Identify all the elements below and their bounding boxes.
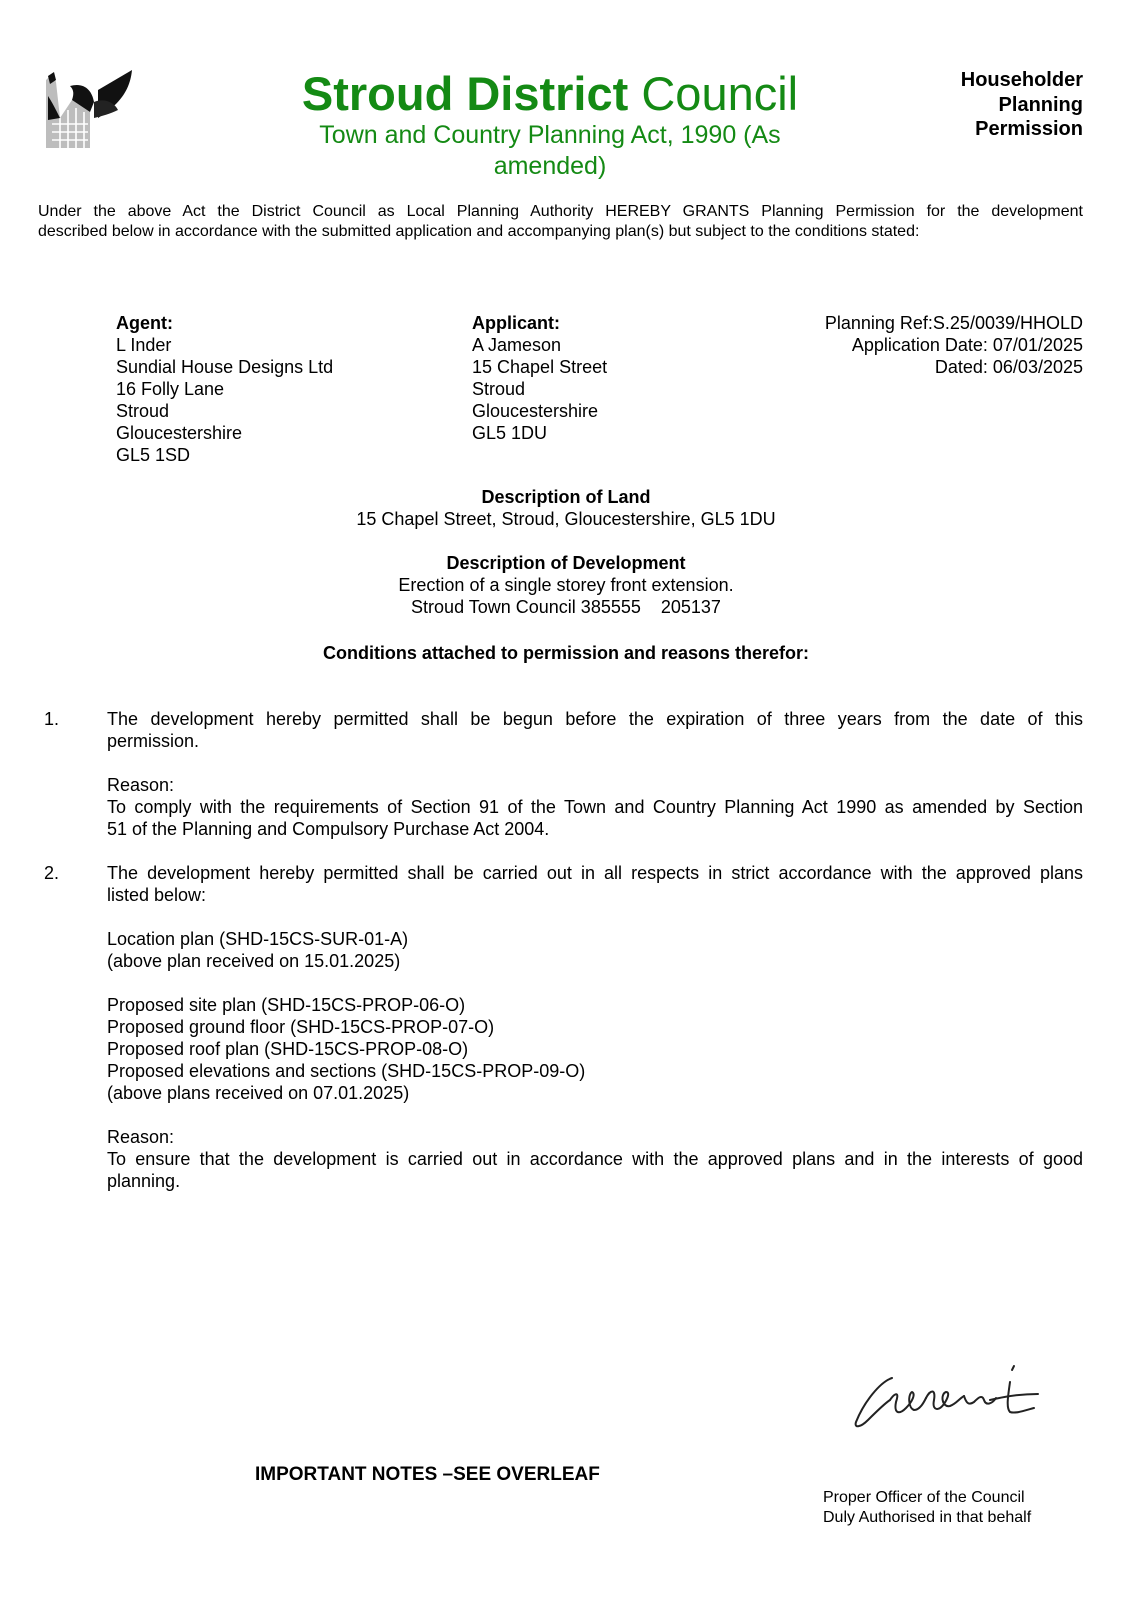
council-logo (44, 68, 136, 158)
applicant-line: 15 Chapel Street (472, 357, 608, 377)
officer-title: Proper Officer of the Council (823, 1489, 1025, 1506)
planning-ref: Planning Ref:S.25/0039/HHOLD (824, 313, 1083, 333)
condition-number: 1. (44, 709, 60, 729)
condition-text: The development hereby permitted shall be begun before the expiration of three years from the date of this permission. (107, 709, 1083, 751)
conditions-heading: Conditions attached to permission and reasons therefor: (322, 643, 810, 663)
plan-item: Proposed ground floor (SHD-15CS-PROP-07-O) (107, 1017, 495, 1037)
applicant-line: GL5 1DU (472, 423, 548, 443)
application-date: Application Date: 07/01/2025 (851, 335, 1083, 355)
important-notes: IMPORTANT NOTES –SEE OVERLEAF (255, 1464, 600, 1485)
condition-reason: Reason: To ensure that the development is carried out in accordance with the approved plans and in the interests of good planning. (107, 1127, 1083, 1191)
reason-label: Reason: (107, 1127, 175, 1147)
officer-block (823, 1488, 1031, 1528)
agent-line: Gloucestershire (116, 423, 243, 443)
plans-list (107, 994, 1083, 1104)
reason-label: Reason: (107, 775, 175, 795)
agent-line: 16 Folly Lane (116, 379, 225, 399)
reference-block (760, 312, 1083, 378)
plan-item: (above plans received on 07.01.2025) (107, 1083, 410, 1103)
applicant-block (472, 312, 607, 444)
land-description (200, 486, 932, 530)
agent-block (116, 312, 333, 466)
dated: Dated: 06/03/2025 (934, 357, 1083, 377)
agent-line: GL5 1SD (116, 445, 191, 465)
council-name: Stroud District Council (301, 67, 799, 120)
agent-line: L Inder (116, 335, 172, 355)
plan-item: Location plan (SHD-15CS-SUR-01-A) (107, 929, 409, 949)
act-subtitle: Town and Country Planning Act, 1990 (As amended) (319, 121, 781, 180)
plan-item: (above plan received on 15.01.2025) (107, 951, 401, 971)
development-description (200, 552, 932, 618)
condition-reason: Reason: To comply with the requirements of Section 91 of the Town and Country Planning Act 1990 as amended by Section 51 of the Planning and Compulsory Purchase Act 2004. (107, 775, 1083, 839)
plans-list (107, 928, 1083, 972)
applicant-line: Gloucestershire (472, 401, 599, 421)
applicant-label: Applicant: (472, 313, 560, 333)
condition-text: The development hereby permitted shall be carried out in all respects in strict accordance with the approved plans listed below: (107, 863, 1083, 905)
applicant-line: Stroud (472, 379, 526, 399)
development-grid-ref: Stroud Town Council 385555 205137 (411, 597, 721, 617)
grant-statement: Under the above Act the District Council as Local Planning Authority HEREBY GRANTS Planning Permission for the development described below in accordance with the submitted application and accompanying plan(s) but subject to the conditions stated: (38, 203, 1083, 240)
land-heading: Description of Land (481, 487, 651, 507)
agent-label: Agent: (116, 313, 173, 333)
agent-line: Stroud (116, 401, 170, 421)
applicant-line: A Jameson (472, 335, 562, 355)
plan-item: Proposed elevations and sections (SHD-15CS-PROP-09-O) (107, 1061, 586, 1081)
condition-number: 2. (44, 863, 60, 883)
land-text: 15 Chapel Street, Stroud, Gloucestershire, GL5 1DU (356, 509, 776, 529)
agent-line: Sundial House Designs Ltd (116, 357, 334, 377)
officer-authority: Duly Authorised in that behalf (823, 1509, 1032, 1526)
plan-item: Proposed site plan (SHD-15CS-PROP-06-O) (107, 995, 466, 1015)
signature-image (850, 1360, 1080, 1440)
development-heading: Description of Development (446, 553, 686, 573)
development-text: Erection of a single storey front extension. (398, 575, 734, 595)
permission-type: Householder Planning Permission (960, 69, 1083, 140)
plan-item: Proposed roof plan (SHD-15CS-PROP-08-O) (107, 1039, 469, 1059)
